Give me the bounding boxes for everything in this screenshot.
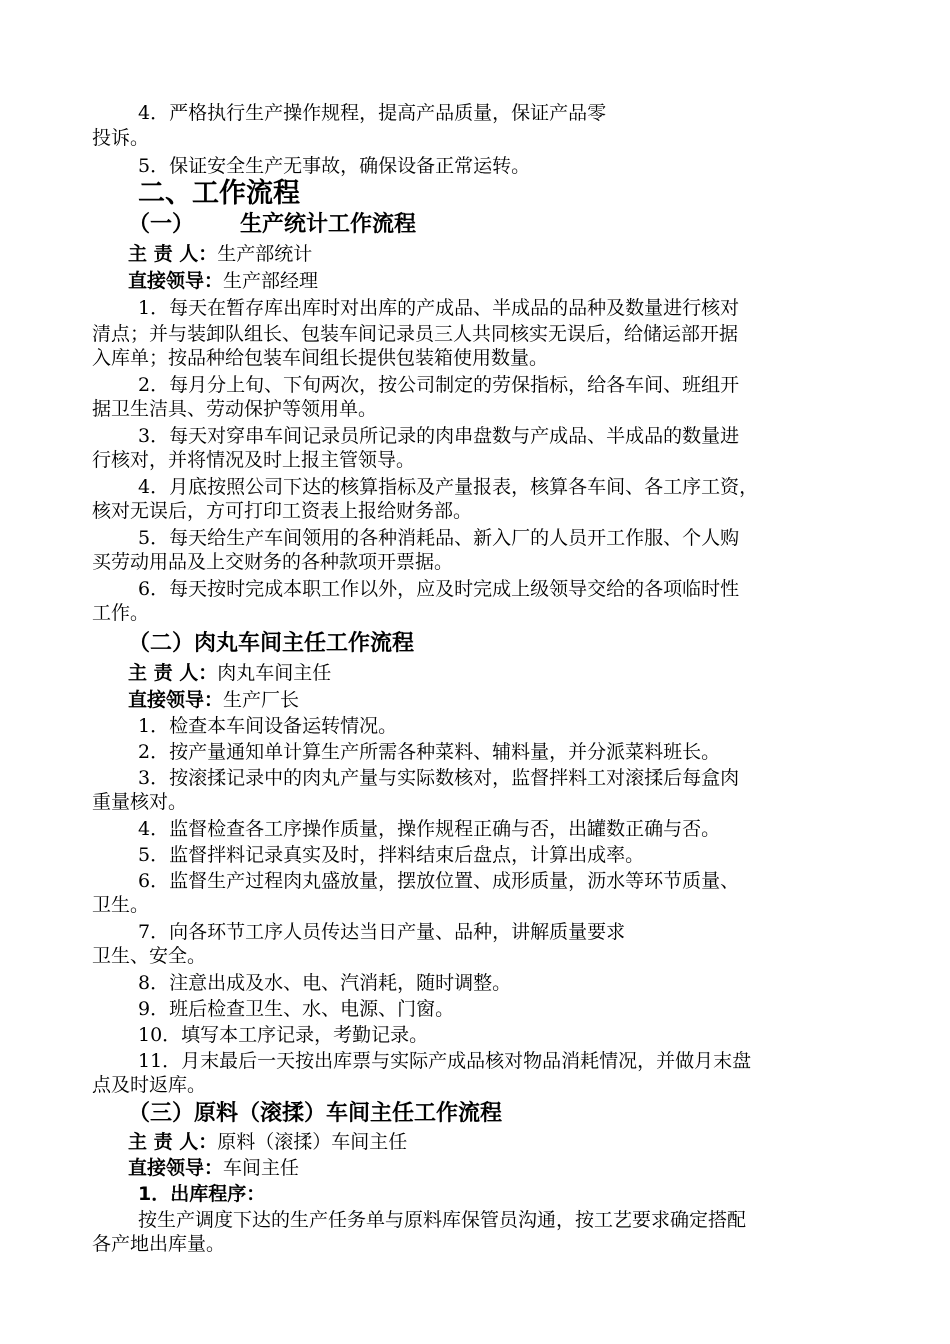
paragraph-line: 5．每天给生产车间领用的各种消耗品、新入厂的人员开工作服、个人购	[138, 527, 740, 549]
paragraph-line: 7．向各环节工序人员传达当日产量、品种，讲解质量要求	[138, 921, 626, 943]
leader-label: 直接领导：	[128, 270, 224, 292]
responsible-line	[128, 1130, 908, 1154]
paragraph-line: 4．严格执行生产操作规程，提高产品质量，保证产品零	[138, 102, 607, 124]
subsection-heading	[128, 211, 908, 239]
paragraph-line: 4．监督检查各工序操作质量，操作规程正确与否，出罐数正确与否。	[138, 818, 721, 840]
responsible-label: 主 责 人：	[128, 662, 218, 684]
subsection-title: 生产统计工作流程	[240, 212, 417, 237]
paragraph-line: 各产地出库量。	[92, 1233, 226, 1255]
paragraph-line: 清点；并与装卸队组长、包装车间记录员三人共同核实无误后，给储运部开据	[92, 323, 739, 345]
paragraph-line: 1．检查本车间设备运转情况。	[138, 715, 398, 737]
responsible-line	[128, 242, 908, 266]
paragraph-line: 6．每天按时完成本职工作以外，应及时完成上级领导交给的各项临时性	[138, 578, 740, 600]
responsible-value: 生产部统计	[217, 243, 313, 265]
paragraph-line: 入库单；按品种给包装车间组长提供包装箱使用数量。	[92, 347, 549, 369]
section-heading: 二、工作流程	[138, 178, 300, 209]
paragraph-line: 重量核对。	[92, 791, 188, 813]
paragraph-line: 核对无误后，方可打印工资表上报给财务部。	[92, 500, 473, 522]
paragraph-line: 1．每天在暂存库出库时对出库的产成品、半成品的品种及数量进行核对	[138, 297, 740, 319]
paragraph-line: 投诉。	[92, 127, 150, 149]
paragraph-line: 3．按滚揉记录中的肉丸产量与实际数核对，监督拌料工对滚揉后每盒肉	[138, 767, 740, 789]
paragraph-line: 5．保证安全生产无事故，确保设备正常运转。	[138, 155, 531, 177]
responsible-value: 肉丸车间主任	[217, 662, 332, 684]
paragraph-line: 8．注意出成及水、电、汽消耗，随时调整。	[138, 972, 512, 994]
subsection-heading: （三）原料（滚揉）车间主任工作流程	[128, 1101, 503, 1126]
paragraph-line: 9．班后检查卫生、水、电源、门窗。	[138, 998, 455, 1020]
leader-value: 生产部经理	[223, 270, 319, 292]
paragraph-line: 11．月末最后一天按出库票与实际产成品核对物品消耗情况，并做月末盘	[138, 1050, 752, 1072]
leader-label: 直接领导：	[128, 689, 224, 711]
paragraph-line: 10．填写本工序记录，考勤记录。	[138, 1024, 429, 1046]
paragraph-line: 卫生、安全。	[92, 945, 207, 967]
responsible-label: 主 责 人：	[128, 243, 218, 265]
leader-line	[128, 688, 908, 712]
paragraph-line: 按生产调度下达的生产任务单与原料库保管员沟通，按工艺要求确定搭配	[138, 1209, 747, 1231]
paragraph-line: 3．每天对穿串车间记录员所记录的肉串盘数与产成品、半成品的数量进	[138, 425, 740, 447]
paragraph-line: 5．监督拌料记录真实及时，拌料结束后盘点，计算出成率。	[138, 844, 645, 866]
leader-label: 直接领导：	[128, 1157, 224, 1179]
leader-value: 车间主任	[223, 1157, 300, 1179]
leader-line	[128, 1156, 908, 1180]
responsible-label: 主 责 人：	[128, 1131, 218, 1153]
paragraph-line: 卫生。	[92, 894, 150, 916]
paragraph-line: 2．按产量通知单计算生产所需各种菜料、辅料量，并分派菜料班长。	[138, 741, 721, 763]
leader-value: 生产厂长	[223, 689, 300, 711]
paragraph-line: 买劳动用品及上交财务的各种款项开票据。	[92, 551, 454, 573]
leader-line	[128, 269, 908, 293]
paragraph-line: 点及时返库。	[92, 1074, 207, 1096]
paragraph-line: 据卫生洁具、劳动保护等领用单。	[92, 398, 378, 420]
paragraph-line: 6．监督生产过程肉丸盛放量，摆放位置、成形质量，沥水等环节质量、	[138, 870, 740, 892]
step-heading: 1．出库程序：	[138, 1183, 266, 1205]
paragraph-line: 工作。	[92, 602, 150, 624]
paragraph-line: 4．月底按照公司下达的核算指标及产量报表，核算各车间、各工序工资，	[138, 476, 759, 498]
paragraph-line: 行核对，并将情况及时上报主管领导。	[92, 449, 416, 471]
responsible-value: 原料（滚揉）车间主任	[217, 1131, 408, 1153]
subsection-heading: （二）肉丸车间主任工作流程	[128, 631, 415, 656]
paragraph-line: 2．每月分上旬、下旬两次，按公司制定的劳保指标，给各车间、班组开	[138, 374, 740, 396]
responsible-line	[128, 661, 908, 685]
subsection-number: （一）	[128, 212, 195, 237]
